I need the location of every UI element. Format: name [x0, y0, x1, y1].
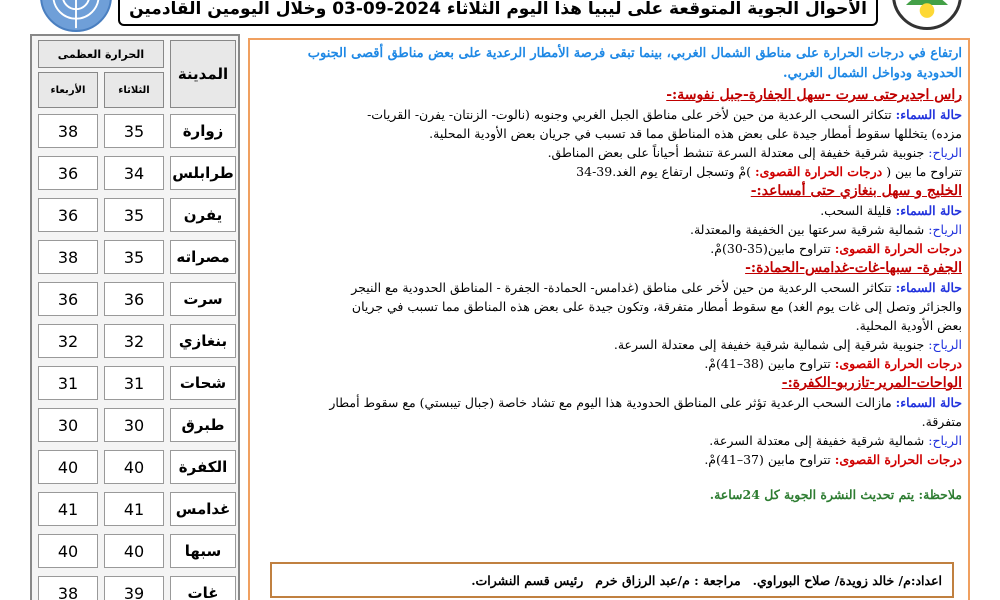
sky-line: مزده) يتخللها سقوط أمطار جيدة على بعض هذه المناطق مما قد تسبب في جريان بعض الأودية المحلية.: [429, 126, 962, 141]
wednesday-temp: 36: [38, 198, 98, 232]
temp-line: [258, 162, 962, 181]
un-emblem-logo: [40, 0, 112, 32]
prepared-by: اعداد:م/ خالد زويدة/ صلاح البوراوي.: [752, 572, 942, 588]
table-row: [38, 240, 236, 274]
sky-text: تتكاثر السحب الرعدية من حين لأخر على مناطق الجبل الغربي وجنوبه (نالوت- الزنتان- يفرن- القريات-: [367, 107, 892, 122]
sky-line: [258, 393, 962, 412]
wind-label: الرياح:: [928, 222, 962, 237]
table-row: [38, 576, 236, 600]
city-name: الكفرة: [170, 450, 236, 484]
max-temp-header: الحرارة العظمى: [38, 40, 164, 68]
signature-box: [270, 562, 954, 598]
wednesday-temp: 32: [38, 324, 98, 358]
sky-label: حالة السماء:: [895, 107, 962, 122]
city-name: شحات: [170, 366, 236, 400]
sky-line: متفرقة.: [921, 414, 962, 429]
wednesday-temp: 40: [38, 534, 98, 568]
tuesday-temp: 31: [104, 366, 164, 400]
city-name: زوارة: [170, 114, 236, 148]
sky-line: [258, 105, 962, 124]
tuesday-temp: 40: [104, 534, 164, 568]
wind-line: [258, 335, 962, 354]
tuesday-temp: 36: [104, 282, 164, 316]
wednesday-temp: 36: [38, 282, 98, 316]
wednesday-temp: 36: [38, 156, 98, 190]
city-name: سبها: [170, 534, 236, 568]
wind-text: جنوبية شرقية إلى شمالية شرقية خفيفة إلى معتدلة السرعة.: [613, 337, 925, 352]
sky-line: [258, 201, 962, 220]
wind-line: [258, 431, 962, 450]
tuesday-temp: 35: [104, 198, 164, 232]
sky-line: والجزائر وتصل إلى غات يوم الغد) مع سقوط أمطار متفرقة، وتكون جيدة على بعض هذه المناطق مما تسبب في جريان: [351, 299, 962, 314]
region-title: الجفرة- سبها-غات-غدامس-الحمادة:-: [745, 260, 962, 276]
temp-label: درجات الحرارة القصوى:: [834, 241, 962, 256]
sky-label: حالة السماء:: [895, 280, 962, 295]
wind-label: الرياح:: [928, 433, 962, 448]
wind-label: الرياح:: [928, 145, 962, 160]
table-row: [38, 156, 236, 190]
met-center-logo: [892, 0, 962, 30]
city-column-header: المدينة: [170, 40, 236, 108]
region-title: راس اجديرحتى سرت -سهل الجفارة-جبل نفوسة:-: [666, 87, 962, 103]
wind-line: [258, 220, 962, 239]
temp-label: درجات الحرارة القصوى:: [834, 452, 962, 467]
department-head: رئيس قسم النشرات.: [471, 572, 584, 588]
wind-line: [258, 143, 962, 162]
wednesday-temp: 30: [38, 408, 98, 442]
table-row: [38, 366, 236, 400]
forecast-box: [248, 38, 970, 600]
forecast-text: [258, 44, 962, 505]
region-title: الواحات-المرير-تازربو-الكفرة:-: [781, 375, 962, 391]
header-banner: [118, 0, 878, 26]
sky-label: حالة السماء:: [895, 203, 962, 218]
temp-line: [258, 239, 962, 258]
table-row: [38, 324, 236, 358]
region-title: الخليج و سهل بنغازي حتى أمساعد:-: [750, 183, 962, 199]
wednesday-header: الأربعاء: [38, 72, 98, 108]
table-row: [38, 282, 236, 316]
sky-text: مازالت السحب الرعدية تؤثر على المناطق الحدودية هذا اليوم مع تشاد خاصة (جبال تيبستي) مع سقوط أمطار: [329, 395, 892, 410]
tuesday-temp: 35: [104, 114, 164, 148]
table-row: [38, 198, 236, 232]
tuesday-temp: 41: [104, 492, 164, 526]
city-name: يفرن: [170, 198, 236, 232]
sky-text: قليلة السحب.: [820, 203, 892, 218]
city-name: بنغازي: [170, 324, 236, 358]
tuesday-temp: 30: [104, 408, 164, 442]
wind-text: شمالية شرقية خفيفة إلى معتدلة السرعة.: [709, 433, 925, 448]
tuesday-header: الثلاثاء: [104, 72, 164, 108]
update-note: ملاحظة: يتم تحديث النشرة الجوية كل 24ساعة.: [709, 487, 962, 502]
temperature-table: [30, 34, 240, 600]
city-name: طرابلس: [170, 156, 236, 190]
wind-label: الرياح:: [928, 337, 962, 352]
wednesday-temp: 38: [38, 576, 98, 600]
wind-text: شمالية شرقية سرعتها بين الخفيفة والمعتدلة.: [689, 222, 925, 237]
wednesday-temp: 38: [38, 114, 98, 148]
city-name: مصراته: [170, 240, 236, 274]
tuesday-temp: 35: [104, 240, 164, 274]
temp-text: تتراوح مابين(35-30)مْ.: [710, 241, 831, 256]
temp-label: درجات الحرارة القصوى:: [755, 164, 883, 179]
tuesday-temp: 34: [104, 156, 164, 190]
sky-line: بعض الأودية المحلية.: [855, 318, 962, 333]
temp-post: )مْ وتسجل ارتفاع يوم الغد.39-34: [576, 164, 752, 179]
page-title: الأحوال الجوية المتوقعة على ليبيا هذا اليوم الثلاثاء 2024-09-03 وخلال اليومين القادمين: [129, 0, 867, 19]
city-name: غدامس: [170, 492, 236, 526]
wednesday-temp: 31: [38, 366, 98, 400]
wednesday-temp: 38: [38, 240, 98, 274]
temp-line: [258, 354, 962, 373]
city-name: غات: [170, 576, 236, 600]
temp-pre: تتراوح ما بين (: [886, 164, 962, 179]
weather-logo-icon: [895, 0, 959, 27]
sky-label: حالة السماء:: [895, 395, 962, 410]
temp-label: درجات الحرارة القصوى:: [834, 356, 962, 371]
tuesday-temp: 39: [104, 576, 164, 600]
table-row: [38, 114, 236, 148]
tuesday-temp: 40: [104, 450, 164, 484]
wednesday-temp: 41: [38, 492, 98, 526]
city-name: طبرق: [170, 408, 236, 442]
city-name: سرت: [170, 282, 236, 316]
sky-text: تتكاثر السحب الرعدية من حين لأخر على مناطق (غدامس- الحمادة- الجفرة - المناطق الحدودية مع النيجر: [351, 280, 892, 295]
sky-line: [258, 278, 962, 297]
wind-text: جنوبية شرقية خفيفة إلى معتدلة السرعة تنشط أحياناً على بعض المناطق.: [547, 145, 925, 160]
temp-text: تتراوح مابين (38–41)مْ.: [704, 356, 831, 371]
reviewed-by: مراجعة : م/عبد الرزاق خرم: [595, 572, 741, 588]
table-row: [38, 492, 236, 526]
table-row: [38, 450, 236, 484]
table-row: [38, 408, 236, 442]
temp-line: [258, 450, 962, 469]
temp-text: تتراوح مابين (37–41)مْ.: [704, 452, 831, 467]
wednesday-temp: 40: [38, 450, 98, 484]
forecast-intro: ارتفاع في درجات الحرارة على مناطق الشمال الغربي، بينما تبقى فرصة الأمطار الرعدية على بعض مناطق أقصى الجنوب الحدودية ودواخل الشمال الغربي.: [307, 46, 962, 81]
globe-icon: [42, 0, 110, 30]
tuesday-temp: 32: [104, 324, 164, 358]
table-row: [38, 534, 236, 568]
